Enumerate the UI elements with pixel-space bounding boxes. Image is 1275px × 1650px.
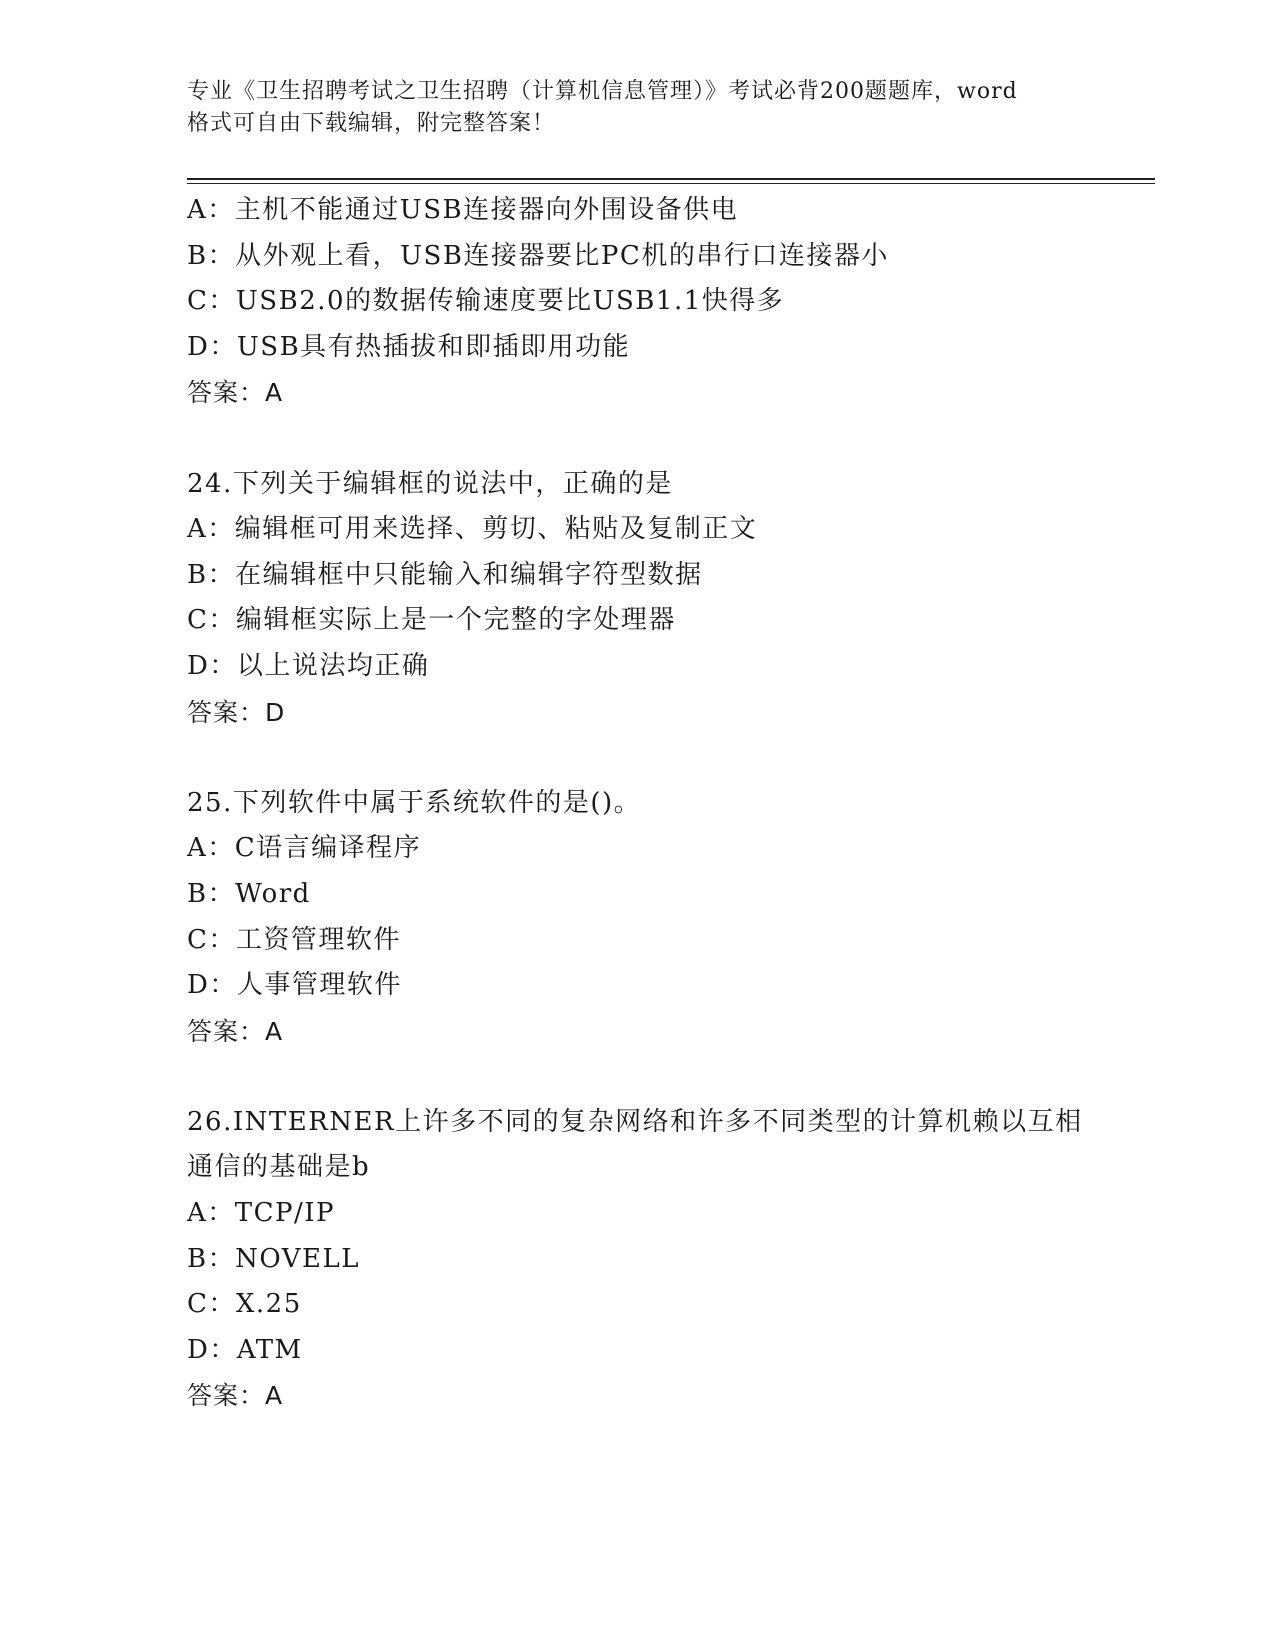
- document-header: [187, 76, 1087, 140]
- block-spacer: [187, 735, 1087, 781]
- block-spacer: [187, 1054, 1087, 1100]
- block-spacer: [187, 416, 1087, 462]
- question-block-25: [187, 781, 1087, 1055]
- option-c: C：工资管理软件: [187, 924, 401, 955]
- option-a: A：TCP/IP: [187, 1198, 336, 1229]
- question-text-line-1: 26.INTERNER上许多不同的复杂网络和许多不同类型的计算机赖以互相: [187, 1106, 1083, 1137]
- option-a: A：编辑框可用来选择、剪切、粘贴及复制正文: [187, 514, 758, 545]
- option-d: D：ATM: [187, 1334, 303, 1365]
- question-text-line-2: 通信的基础是b: [187, 1152, 371, 1183]
- header-divider-thin: [187, 183, 1155, 184]
- question-list: [187, 188, 1087, 1419]
- option-d: D：USB具有热插拔和即插即用功能: [187, 331, 631, 362]
- option-c: C：编辑框实际上是一个完整的字处理器: [187, 605, 676, 636]
- answer-line: 答案：A: [187, 1016, 284, 1046]
- question-block-26: [187, 1100, 1087, 1419]
- option-a: A：主机不能通过USB连接器向外围设备供电: [187, 195, 739, 225]
- option-b: B：Word: [187, 878, 311, 909]
- option-c: C：USB2.0的数据传输速度要比USB1.1快得多: [187, 286, 785, 317]
- question-text: 24.下列关于编辑框的说法中，正确的是: [187, 468, 673, 499]
- question-block-24: [187, 462, 1087, 736]
- answer-line: 答案：D: [187, 697, 286, 727]
- option-a: A：C语言编译程序: [187, 833, 422, 864]
- option-d: D：以上说法均正确: [187, 650, 430, 681]
- option-d: D：人事管理软件: [187, 970, 402, 1001]
- option-b: B：NOVELL: [187, 1243, 361, 1274]
- option-c: C：X.25: [187, 1289, 302, 1320]
- option-b: B：从外观上看，USB连接器要比PC机的串行口连接器小: [187, 240, 889, 271]
- question-text: 25.下列软件中属于系统软件的是()。: [187, 787, 642, 818]
- header-title-line-1: 专业《卫生招聘考试之卫生招聘（计算机信息管理）》考试必背200题题库，word: [187, 79, 1018, 104]
- header-title-line-2: 格式可自由下载编辑，附完整答案！: [187, 111, 556, 136]
- header-divider-thick: [187, 178, 1155, 180]
- answer-line: 答案：A: [187, 1381, 284, 1411]
- answer-line: 答案：A: [187, 378, 284, 408]
- option-b: B：在编辑框中只能输入和编辑字符型数据: [187, 559, 703, 590]
- question-block-23: [187, 188, 1087, 416]
